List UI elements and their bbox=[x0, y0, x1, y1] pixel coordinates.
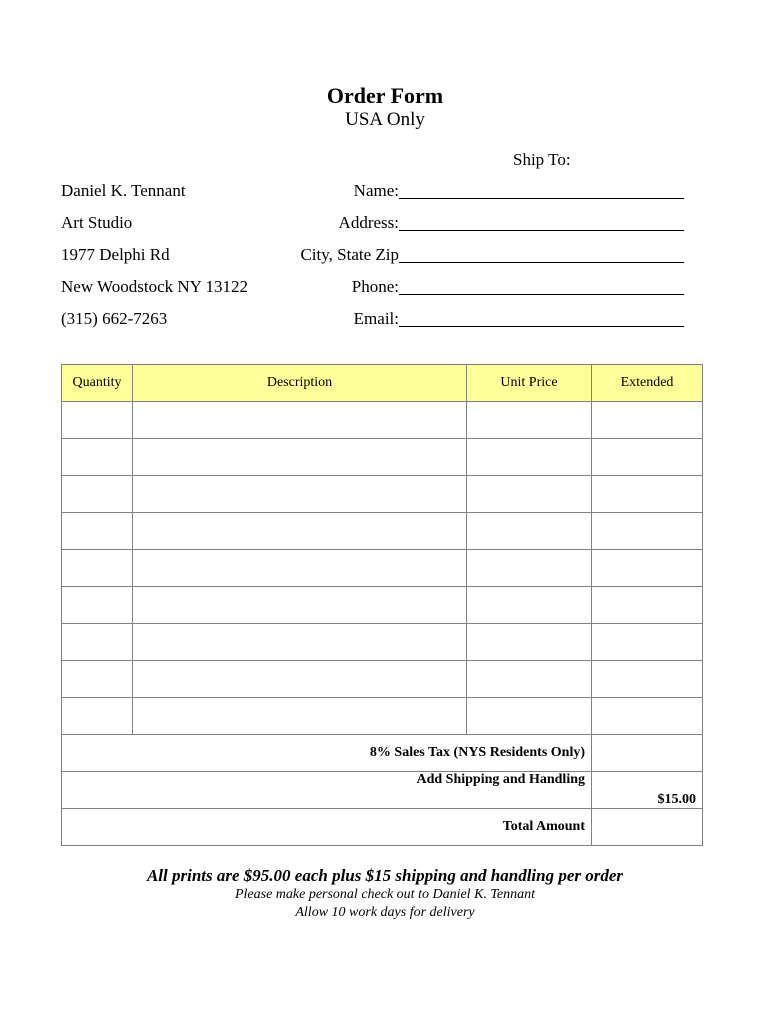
ship-address-row bbox=[200, 213, 685, 245]
unit-price-cell[interactable] bbox=[467, 402, 592, 439]
quantity-cell[interactable] bbox=[62, 661, 133, 698]
quantity-cell[interactable] bbox=[62, 624, 133, 661]
ship-name-row bbox=[200, 181, 685, 213]
extended-cell[interactable] bbox=[592, 661, 703, 698]
description-cell[interactable] bbox=[133, 513, 467, 550]
extended-cell[interactable] bbox=[592, 476, 703, 513]
ship-address-label: Address: bbox=[338, 213, 399, 232]
order-table bbox=[61, 364, 703, 846]
seller-city-state-zip: New Woodstock NY 13122 bbox=[61, 277, 249, 296]
description-cell[interactable] bbox=[133, 476, 467, 513]
extended-cell[interactable] bbox=[592, 402, 703, 439]
unit-price-cell[interactable] bbox=[467, 513, 592, 550]
ship-phone-row bbox=[200, 277, 685, 309]
table-row bbox=[62, 513, 703, 550]
ship-email-label: Email: bbox=[353, 309, 399, 328]
shipping-label: Add Shipping and Handling bbox=[62, 772, 592, 809]
sales-tax-value[interactable] bbox=[592, 735, 703, 772]
description-cell[interactable] bbox=[133, 550, 467, 587]
quantity-cell[interactable] bbox=[62, 550, 133, 587]
description-cell[interactable] bbox=[133, 402, 467, 439]
extended-cell[interactable] bbox=[592, 698, 703, 735]
ship-city-field[interactable] bbox=[399, 245, 684, 263]
ship-email-row bbox=[200, 309, 685, 341]
quantity-cell[interactable] bbox=[62, 476, 133, 513]
table-row bbox=[62, 661, 703, 698]
quantity-cell[interactable] bbox=[62, 587, 133, 624]
unit-price-cell[interactable] bbox=[467, 698, 592, 735]
table-row bbox=[62, 698, 703, 735]
quantity-cell[interactable] bbox=[62, 439, 133, 476]
description-cell[interactable] bbox=[133, 698, 467, 735]
column-header-unit-price: Unit Price bbox=[467, 365, 592, 402]
description-cell[interactable] bbox=[133, 661, 467, 698]
seller-name: Daniel K. Tennant bbox=[61, 181, 186, 200]
total-value[interactable] bbox=[592, 809, 703, 846]
ship-name-field[interactable] bbox=[399, 181, 684, 199]
form-title: Order Form bbox=[326, 83, 444, 108]
ship-phone-label: Phone: bbox=[351, 277, 399, 296]
seller-business: Art Studio bbox=[61, 213, 133, 232]
description-cell[interactable] bbox=[133, 587, 467, 624]
unit-price-cell[interactable] bbox=[467, 439, 592, 476]
quantity-cell[interactable] bbox=[62, 402, 133, 439]
total-row bbox=[62, 809, 703, 846]
table-row bbox=[62, 439, 703, 476]
total-label: Total Amount bbox=[62, 809, 592, 846]
ship-name-label: Name: bbox=[353, 181, 399, 200]
table-row bbox=[62, 476, 703, 513]
table-row bbox=[62, 402, 703, 439]
unit-price-cell[interactable] bbox=[467, 624, 592, 661]
unit-price-cell[interactable] bbox=[467, 661, 592, 698]
table-row bbox=[62, 624, 703, 661]
unit-price-cell[interactable] bbox=[467, 476, 592, 513]
ship-to-heading: Ship To: bbox=[513, 150, 571, 169]
table-row bbox=[62, 587, 703, 624]
ship-to-fields bbox=[200, 181, 685, 341]
ship-phone-field[interactable] bbox=[399, 277, 684, 295]
extended-cell[interactable] bbox=[592, 513, 703, 550]
extended-cell[interactable] bbox=[592, 439, 703, 476]
ship-email-field[interactable] bbox=[399, 309, 684, 327]
column-header-quantity: Quantity bbox=[62, 365, 133, 402]
pricing-note: All prints are $95.00 each plus $15 shipping and handling per order bbox=[146, 866, 624, 885]
sales-tax-row bbox=[62, 735, 703, 772]
shipping-value: $15.00 bbox=[592, 772, 703, 809]
unit-price-cell[interactable] bbox=[467, 587, 592, 624]
column-header-description: Description bbox=[133, 365, 467, 402]
sales-tax-label: 8% Sales Tax (NYS Residents Only) bbox=[62, 735, 592, 772]
table-header-row bbox=[62, 365, 703, 402]
seller-phone: (315) 662-7263 bbox=[61, 309, 168, 328]
description-cell[interactable] bbox=[133, 624, 467, 661]
ship-city-row bbox=[200, 245, 685, 277]
quantity-cell[interactable] bbox=[62, 698, 133, 735]
form-subtitle: USA Only bbox=[345, 109, 425, 130]
extended-cell[interactable] bbox=[592, 624, 703, 661]
extended-cell[interactable] bbox=[592, 550, 703, 587]
table-row bbox=[62, 550, 703, 587]
seller-street: 1977 Delphi Rd bbox=[61, 245, 170, 264]
column-header-extended: Extended bbox=[592, 365, 703, 402]
quantity-cell[interactable] bbox=[62, 513, 133, 550]
ship-address-field[interactable] bbox=[399, 213, 684, 231]
description-cell[interactable] bbox=[133, 439, 467, 476]
unit-price-cell[interactable] bbox=[467, 550, 592, 587]
shipping-row bbox=[62, 772, 703, 809]
ship-city-label: City, State Zip bbox=[300, 245, 399, 264]
delivery-note: Allow 10 work days for delivery bbox=[295, 905, 475, 920]
extended-cell[interactable] bbox=[592, 587, 703, 624]
payment-note: Please make personal check out to Daniel K. Tennant bbox=[234, 887, 536, 902]
